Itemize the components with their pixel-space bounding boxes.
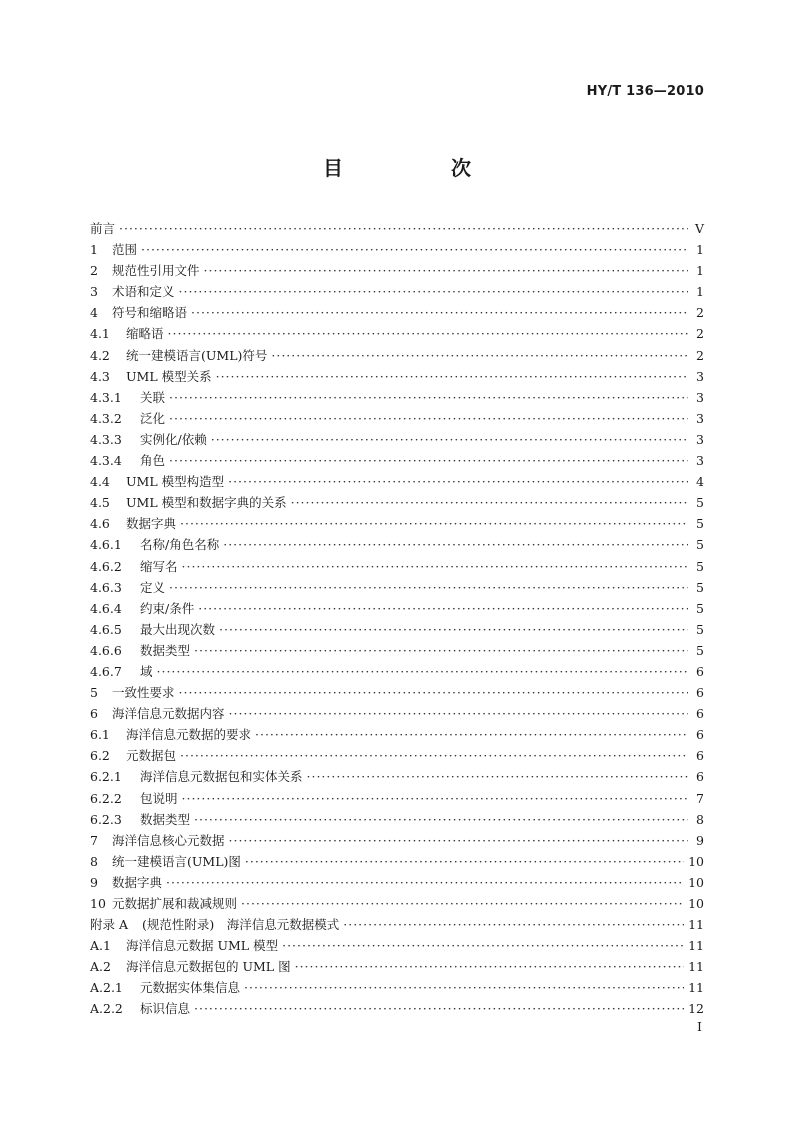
- toc-entry-page: 2: [696, 305, 704, 321]
- toc-entry-page: 5: [696, 537, 704, 553]
- toc-entry[interactable]: [90, 809, 704, 830]
- toc-entry-label: 关联: [140, 389, 166, 405]
- dot-leader: [255, 724, 688, 745]
- toc-entry-number: 4.6.4: [90, 600, 122, 616]
- toc-entry-page: 7: [696, 790, 704, 806]
- toc-entry-number: 3: [90, 284, 98, 300]
- toc-entry-number: 4.4: [90, 474, 110, 490]
- toc-entry[interactable]: [90, 914, 704, 935]
- dot-leader: [119, 218, 688, 239]
- toc-entry-number: 6.2.1: [90, 769, 122, 785]
- toc-entry-label: 数据类型: [140, 811, 191, 827]
- dot-leader: [168, 323, 688, 344]
- dot-leader: [307, 766, 688, 787]
- toc-entry-label: 约束/条件: [140, 600, 195, 616]
- toc-entry-label: 泛化: [140, 410, 166, 426]
- toc-entry-page: 6: [696, 706, 704, 722]
- toc-entry-label: 前言: [90, 221, 116, 236]
- toc-entry[interactable]: [90, 956, 704, 977]
- toc-entry[interactable]: [90, 872, 704, 893]
- dot-leader: [179, 281, 688, 302]
- dot-leader: [182, 556, 688, 577]
- toc-entry-page: 1: [696, 242, 704, 258]
- toc-entry-page: 9: [696, 832, 704, 848]
- toc-entry[interactable]: [90, 598, 704, 619]
- toc-entry-number: 4.6.6: [90, 642, 122, 658]
- toc-entry[interactable]: [90, 260, 704, 281]
- toc-entry-label: UML 模型关系: [126, 368, 212, 384]
- toc-entry[interactable]: [90, 429, 704, 450]
- dot-leader: [166, 872, 684, 893]
- toc-entry-number: 6.2: [90, 748, 110, 764]
- standard-code: HY/T 136—2010: [586, 84, 704, 99]
- toc-entry-label: 海洋信息元数据包和实体关系: [140, 769, 303, 785]
- toc-entry-number: A.2.1: [90, 980, 123, 996]
- toc-entry-number: 4.3.4: [90, 453, 122, 469]
- toc-entry-label: 海洋信息元数据 UML 模型: [126, 938, 279, 954]
- toc-entry-page: 6: [696, 748, 704, 764]
- dot-leader: [194, 998, 684, 1019]
- toc-entry-page: 10: [688, 874, 704, 890]
- toc-entry-page: 3: [696, 368, 704, 384]
- toc-entry-page: 6: [696, 727, 704, 743]
- dot-leader: [191, 302, 688, 323]
- toc-entry-label: 定义: [140, 579, 166, 595]
- toc-entry[interactable]: [90, 745, 704, 766]
- toc-entry[interactable]: [90, 387, 704, 408]
- toc-entry-page: 12: [688, 1001, 704, 1017]
- toc-entry-number: 4.6.2: [90, 558, 122, 574]
- toc-entry-label: 元数据包: [126, 748, 177, 764]
- toc-entry-label: 数据类型: [140, 642, 191, 658]
- dot-leader: [229, 830, 688, 851]
- toc-entry-label: 元数据扩展和裁减规则: [112, 896, 238, 911]
- toc-entry-number: 4.6: [90, 516, 110, 532]
- dot-leader: [223, 534, 688, 555]
- toc-entry-number: 2: [90, 263, 98, 279]
- dot-leader: [343, 914, 684, 935]
- dot-leader: [245, 851, 684, 872]
- toc-entry[interactable]: [90, 682, 704, 703]
- toc-entry-label: 海洋信息核心元数据: [112, 832, 225, 848]
- toc-entry-page: 5: [696, 600, 704, 616]
- toc-entry-number: 4.6.7: [90, 663, 122, 679]
- dot-leader: [180, 513, 688, 534]
- toc-entry-label: 一致性要求: [112, 685, 175, 701]
- toc-entry-number: 4.3: [90, 368, 110, 384]
- toc-entry-label: 缩略语: [126, 326, 164, 342]
- toc-entry-number: 4.3.3: [90, 431, 122, 447]
- toc-entry[interactable]: [90, 766, 704, 787]
- toc-entry-label: 海洋信息元数据内容: [112, 706, 225, 722]
- toc-entry-label: 角色: [140, 453, 166, 469]
- toc-entry-label: 术语和定义: [112, 284, 175, 300]
- dot-leader: [180, 745, 688, 766]
- toc-entry-number: A.1: [90, 938, 111, 954]
- toc-entry-number: 4.1: [90, 326, 110, 342]
- toc-entry[interactable]: [90, 661, 704, 682]
- dot-leader: [169, 450, 688, 471]
- toc-entry[interactable]: [90, 534, 704, 555]
- toc-entry-number: 6.2.2: [90, 790, 122, 806]
- toc-entry-label: 元数据实体集信息: [140, 980, 241, 996]
- toc-entry-page: 6: [696, 663, 704, 679]
- toc-entry[interactable]: [90, 218, 704, 239]
- page-title: 目 次: [323, 156, 515, 180]
- dot-leader: [295, 956, 685, 977]
- toc-entry-page: 8: [696, 811, 704, 827]
- toc-entry-page: 2: [696, 347, 704, 363]
- toc-entry-page: 5: [696, 558, 704, 574]
- toc-entry-label: 统一建模语言(UML)符号: [126, 347, 268, 363]
- dot-leader: [271, 345, 688, 366]
- toc-entry-page: 6: [696, 685, 704, 701]
- toc-entry-page: 11: [688, 917, 704, 933]
- toc-entry-label: 范围: [112, 242, 138, 258]
- toc-entry-label: 名称/角色名称: [140, 537, 220, 553]
- toc-entry-page: 11: [688, 938, 704, 954]
- toc-entry-number: 4.6.1: [90, 537, 122, 553]
- toc-entry-page: 1: [696, 284, 704, 300]
- toc-entry[interactable]: [90, 640, 704, 661]
- dot-leader: [291, 492, 688, 513]
- toc-entry-number: 6.1: [90, 727, 110, 743]
- toc-entry-label: UML 模型构造型: [126, 474, 225, 490]
- dot-leader: [182, 788, 688, 809]
- toc-entry-page: 3: [696, 389, 704, 405]
- toc-entry-number: 9: [90, 874, 98, 890]
- dot-leader: [219, 619, 688, 640]
- toc-entry[interactable]: [90, 450, 704, 471]
- toc-entry[interactable]: [90, 239, 704, 260]
- toc-entry-number: 5: [90, 685, 98, 701]
- dot-leader: [244, 977, 684, 998]
- dot-leader: [204, 260, 688, 281]
- toc-entry[interactable]: [90, 492, 704, 513]
- toc-entry-page: Ⅴ: [694, 221, 704, 236]
- toc-entry-label: 数据字典: [126, 516, 177, 532]
- toc-entry[interactable]: [90, 281, 704, 302]
- toc-entry[interactable]: [90, 893, 704, 914]
- toc-entry-page: 3: [696, 453, 704, 469]
- toc-entry-number: 4.6.3: [90, 579, 122, 595]
- toc-entry[interactable]: [90, 323, 704, 344]
- toc-entry[interactable]: [90, 788, 704, 809]
- toc-entry[interactable]: [90, 513, 704, 534]
- toc-entry-label: (规范性附录) 海洋信息元数据模式: [142, 917, 340, 933]
- dot-leader: [157, 661, 688, 682]
- toc-entry-number: A.2: [90, 959, 111, 975]
- toc-entry-label: 域: [140, 663, 153, 679]
- toc-entry-label: 规范性引用文件: [112, 263, 200, 279]
- toc-entry-page: 10: [688, 896, 704, 911]
- toc-entry-page: 6: [696, 769, 704, 785]
- dot-leader: [282, 935, 684, 956]
- toc-entry[interactable]: [90, 556, 704, 577]
- toc-entry-label: 缩写名: [140, 558, 178, 574]
- toc-entry-page: 5: [696, 495, 704, 511]
- toc-entry[interactable]: [90, 366, 704, 387]
- toc-entry-page: 5: [696, 516, 704, 532]
- toc-entry[interactable]: [90, 977, 704, 998]
- toc-entry-label: 海洋信息元数据包的 UML 图: [126, 959, 291, 975]
- toc-entry-number: 6.2.3: [90, 811, 122, 827]
- toc-entry-number: 4.2: [90, 347, 110, 363]
- toc-entry-label: 实例化/依赖: [140, 431, 207, 447]
- toc-entry[interactable]: [90, 830, 704, 851]
- toc-entry-label: 包说明: [140, 790, 178, 806]
- toc-entry-label: 符号和缩略语: [112, 305, 188, 321]
- toc-entry[interactable]: [90, 935, 704, 956]
- toc-entry-page: 5: [696, 579, 704, 595]
- toc-entry-label: 最大出现次数: [140, 621, 216, 637]
- toc-entry-page: 5: [696, 621, 704, 637]
- toc-entry-label: UML 模型和数据字典的关系: [126, 495, 287, 511]
- toc-entry-number: 4: [90, 305, 98, 321]
- toc-entry-number: 4.6.5: [90, 621, 122, 637]
- dot-leader: [228, 471, 688, 492]
- dot-leader: [194, 640, 688, 661]
- dot-leader: [216, 366, 688, 387]
- dot-leader: [141, 239, 688, 260]
- dot-leader: [211, 429, 688, 450]
- toc-entry[interactable]: [90, 619, 704, 640]
- toc-entry-page: 11: [688, 980, 704, 996]
- toc-entry[interactable]: [90, 703, 704, 724]
- toc-entry-number: A.2.2: [90, 1001, 123, 1017]
- toc-entry-page: 2: [696, 326, 704, 342]
- toc-entry[interactable]: [90, 577, 704, 598]
- toc-entry-number: 6: [90, 706, 98, 722]
- page-number: I: [697, 1019, 702, 1034]
- toc-entry-label: 标识信息: [140, 1001, 191, 1017]
- toc-entry-page: 10: [688, 853, 704, 869]
- toc-entry-number: 10: [90, 896, 106, 911]
- dot-leader: [179, 682, 688, 703]
- dot-leader: [169, 408, 688, 429]
- dot-leader: [169, 387, 688, 408]
- toc-entry[interactable]: [90, 302, 704, 323]
- dot-leader: [241, 893, 684, 914]
- toc-entry[interactable]: [90, 998, 704, 1019]
- toc-entry-page: 5: [696, 642, 704, 658]
- toc-entry-number: 1: [90, 242, 98, 258]
- toc-entry[interactable]: [90, 851, 704, 872]
- toc-entry[interactable]: [90, 408, 704, 429]
- toc-entry-label: 统一建模语言(UML)图: [112, 853, 241, 869]
- toc-entry-page: 1: [696, 263, 704, 279]
- toc-entry-number: 4.5: [90, 495, 110, 511]
- dot-leader: [169, 577, 688, 598]
- toc-entry-number: 4.3.1: [90, 389, 122, 405]
- toc-entry-page: 3: [696, 410, 704, 426]
- toc-entry-label: 海洋信息元数据的要求: [126, 727, 252, 743]
- toc-entry-number: 附录 A: [90, 917, 129, 933]
- toc-entry-number: 7: [90, 832, 98, 848]
- toc-entry-page: 11: [688, 959, 704, 975]
- toc-entry-page: 4: [696, 474, 704, 490]
- toc-entry-number: 4.3.2: [90, 410, 122, 426]
- toc-entry[interactable]: [90, 345, 704, 366]
- dot-leader: [198, 598, 688, 619]
- toc-entry-number: 8: [90, 853, 98, 869]
- toc-entry[interactable]: [90, 724, 704, 745]
- table-of-contents: [90, 218, 704, 1020]
- toc-entry-page: 3: [696, 431, 704, 447]
- dot-leader: [194, 809, 688, 830]
- toc-entry-label: 数据字典: [112, 874, 163, 890]
- toc-entry[interactable]: [90, 471, 704, 492]
- dot-leader: [229, 703, 688, 724]
